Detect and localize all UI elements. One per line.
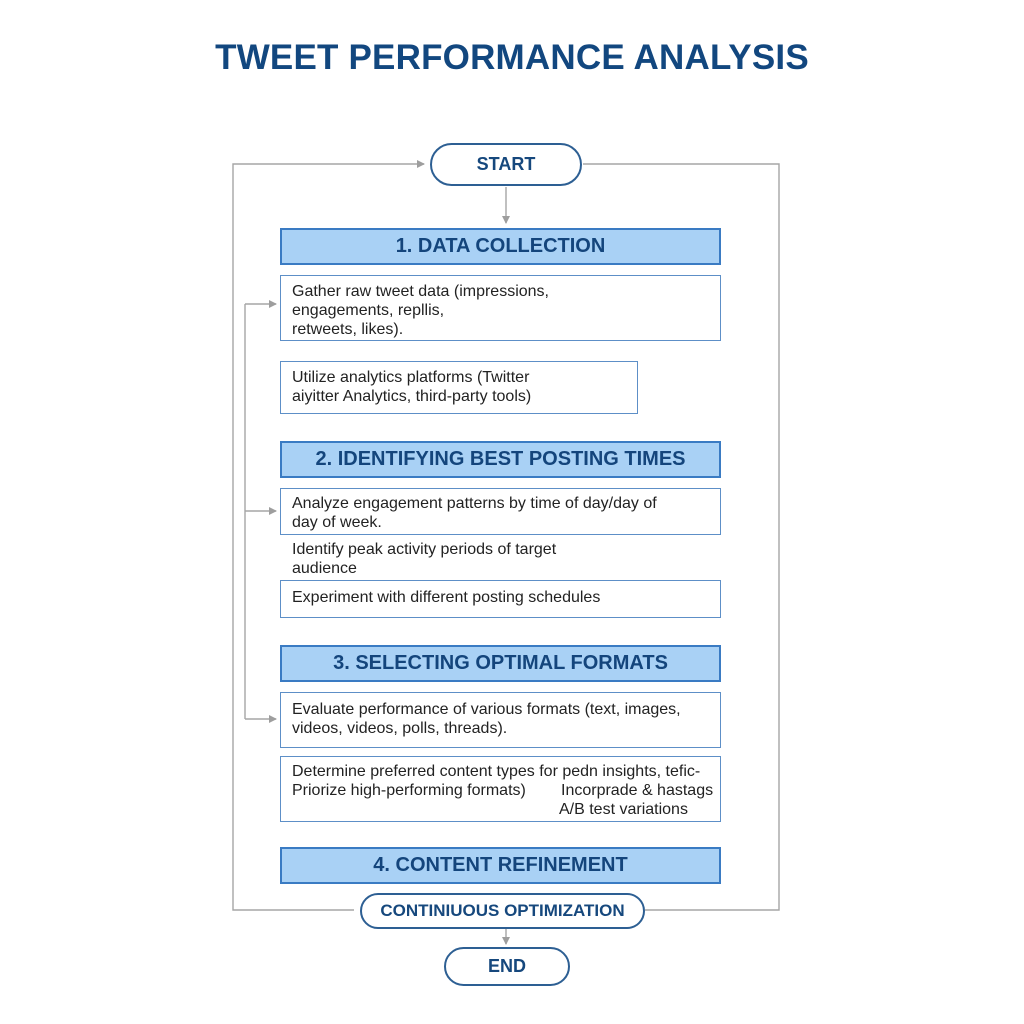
start-node: START: [430, 143, 582, 186]
step-text: Experiment with different posting schedules: [292, 589, 601, 606]
step-text: Analyze engagement patterns by time of day/day of: [292, 495, 657, 512]
step-text: retweets, likes).: [292, 321, 404, 338]
section-2-step-1: [280, 488, 721, 535]
section-3-step-2: [280, 756, 721, 822]
section-1-step-2: [280, 361, 638, 414]
step-text: audience: [292, 560, 357, 577]
section-1-header: 1. DATA COLLECTION: [280, 228, 721, 265]
step-text: A/B test variations: [559, 801, 688, 818]
step-text: Incorprade & hastags: [561, 782, 714, 799]
continuous-optimization-node: CONTINIUOUS OPTIMIZATION: [360, 893, 645, 929]
section-1-step-1: [280, 275, 721, 341]
section-3-step-1: [280, 692, 721, 748]
section-2-header: 2. IDENTIFYING BEST POSTING TIMES: [280, 441, 721, 478]
step-text: Priorize high-performing formats): [292, 782, 526, 799]
page-title: TWEET PERFORMANCE ANALYSIS: [215, 38, 809, 77]
section-2-step-3: [280, 580, 721, 618]
end-node: END: [444, 947, 570, 986]
step-text: aiyitter Analytics, third-party tools): [292, 388, 532, 405]
step-text: Determine preferred content types for pedn insights, tefic-: [292, 763, 701, 780]
step-text: engagements, repllis,: [292, 302, 445, 319]
section-3-header: 3. SELECTING OPTIMAL FORMATS: [280, 645, 721, 682]
step-text: Utilize analytics platforms (Twitter: [292, 369, 530, 386]
step-text: day of week.: [292, 514, 382, 531]
step-text: videos, videos, polls, threads).: [292, 720, 508, 737]
section-4-header: 4. CONTENT REFINEMENT: [280, 847, 721, 884]
step-text: Identify peak activity periods of target: [292, 541, 557, 558]
step-text: Gather raw tweet data (impressions,: [292, 283, 549, 300]
step-text: Evaluate performance of various formats (text, images,: [292, 701, 681, 718]
section-2-step-2: [292, 540, 556, 578]
